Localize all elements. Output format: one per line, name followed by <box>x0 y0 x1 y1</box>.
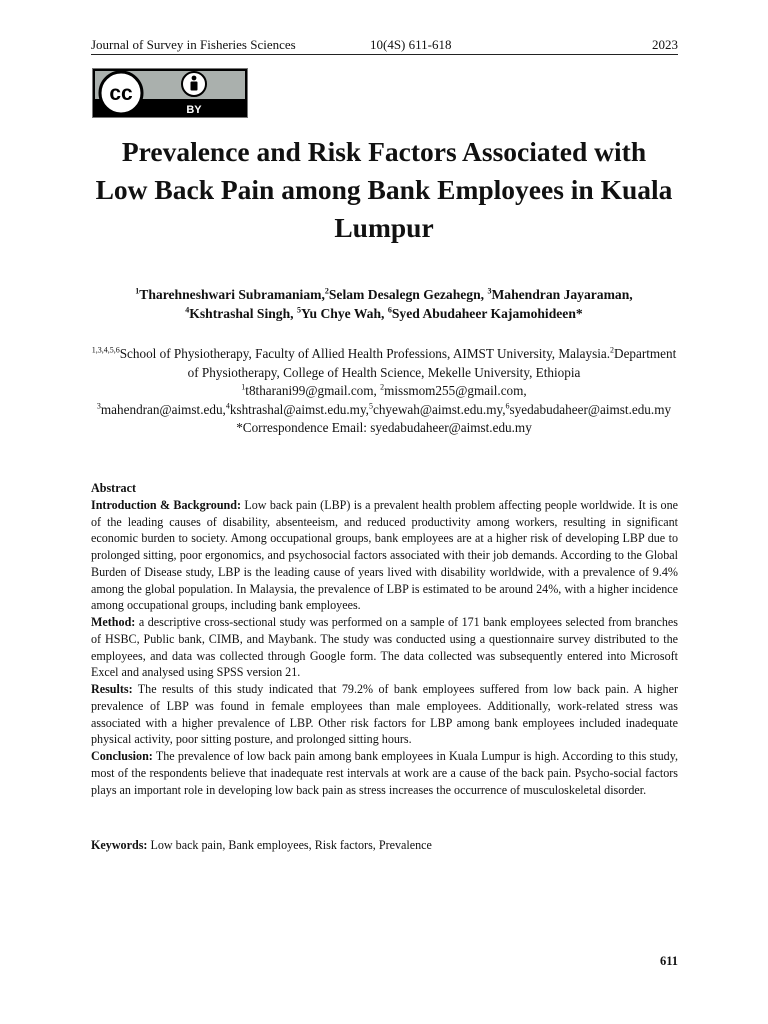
email-3[interactable]: mahendran@aimst.edu, <box>100 401 226 417</box>
abstract-results: Results: The results of this study indicated that 79.2% of bank employees suffered from low back pain. A higher prevalence of LBP was found in female employees than male employees. Additionally, work-related stress was associated with a higher prevalence of LBP. Other risk factors for LBP among bank employees included inadequate physical activity, poor sitting posture, and prolonged sitting hours. <box>91 682 678 747</box>
email-2[interactable]: missmom255@gmail.com, <box>384 383 527 398</box>
author-4: Kshtrashal Singh, <box>189 306 297 321</box>
keywords-text: Low back pain, Bank employees, Risk factors, Prevalence <box>147 838 432 852</box>
affiliation-1: School of Physiotherapy, Faculty of Allied Health Professions, AIMST University, Malaysia. <box>119 346 611 361</box>
author-5: Yu Chye Wah, <box>300 306 388 321</box>
author-line-2: $^4$Kshtrashal Singh, $^5$Yu Chye Wah, $^6$Syed Abudaheer Kajamohideen* <box>185 305 583 321</box>
by-label: BY <box>186 104 202 116</box>
affiliation-2: Department of Physiotherapy, College of Health Science, Mekelle University, Ethiopia <box>187 346 677 380</box>
title-line-1: Prevalence and Risk Factors Associated with <box>121 136 647 167</box>
abstract <box>91 480 678 798</box>
cc-by-icon <box>93 69 247 117</box>
journal-name: Journal of Survey in Fisheries Sciences <box>91 37 296 52</box>
affiliations: $^{1,3,4,5,6}$School of Physiotherapy, Faculty of Allied Health Professions, AIMST University, Malaysia.$^2$Department of Physiotherapy, College of Health Science, Mekelle University, Ethiopia $^1$t8tharani99@gmail.com, $^2$missmom255@gmail.com, $^3$mahendran@aimst.edu,$^4$kshtrashal@aimst.edu.my,$^5$chyewah@aimst.edu.my,$^6$syedabudaheer@aimst.edu.my *Correspondence Email: syedabudaheer@aimst.edu.my <box>91 345 677 435</box>
paper-title <box>80 133 688 247</box>
title-line-3: Lumpur <box>334 212 434 243</box>
author-list <box>90 285 678 323</box>
email-1[interactable]: t8tharani99@gmail.com, <box>245 383 381 398</box>
abstract-method: Method: a descriptive cross-sectional study was performed on a sample of 171 bank employees selected from branches of HSBC, Public bank, CIMB, and Maybank. The study was conducted using a questionnaire survey distributed to the employees, and data was collected through Google form. The data collected was subsequently entered into Microsoft Excel and analysed using SPSS version 21. <box>91 615 678 680</box>
page-number: 611 <box>659 954 678 968</box>
author-line-1: $^1$Tharehneshwari Subramaniam,$^2$Selam Desalegn Gezahegn, $^3$Mahendran Jayaraman, <box>135 286 633 302</box>
cc-by-license-badge[interactable] <box>92 68 248 118</box>
abstract-introduction: Introduction & Background: Low back pain (LBP) is a prevalent health problem affecting people worldwide. It is one of the leading causes of disability, absenteeism, and reduced productivity among workers, resulting in significant economic burden to society. Among occupational groups, bank employees are at a higher risk of developing LBP due to prolonged sitting, poor ergonomics, and psychosocial factors associated with their job demands. According to the Global Burden of Disease study, LBP is the leading cause of years lived with disability worldwide, with a prevalence of 9.4% among the global population. In Malaysia, the prevalence of LBP is estimated to be around 24%, with a higher incidence among occupational groups, including bank employees. <box>91 497 678 613</box>
keywords <box>91 837 678 854</box>
abstract-conclusion: Conclusion: The prevalence of low back pain among bank employees in Kuala Lumpur is high. According to this study, most of the respondents believe that inadequate rest intervals at work are a cause of the back pain. Psycho-social factors plays an important role in developing low back pain as stress increases the occurrence of musculoskeletal disorder. <box>91 749 678 797</box>
author-2: Selam Desalegn Gezahegn, <box>328 287 488 302</box>
correspondence-email: *Correspondence Email: syedabudaheer@aimst.edu.my <box>236 420 532 435</box>
publication-year: 2023 <box>652 37 678 52</box>
abstract-heading: Abstract <box>91 481 137 495</box>
cc-label: cc <box>109 82 133 105</box>
author-6: Syed Abudaheer Kajamohideen* <box>391 306 583 321</box>
author-3: Mahendran Jayaraman, <box>491 287 633 302</box>
volume-pages: 10(4S) 611-618 <box>370 37 452 52</box>
running-header <box>91 36 678 55</box>
email-4[interactable]: kshtrashal@aimst.edu.my, <box>229 401 369 417</box>
keywords-label: Keywords: <box>91 838 148 852</box>
title-line-2: Low Back Pain among Bank Employees in Kuala <box>95 174 673 205</box>
author-1: Tharehneshwari Subramaniam, <box>139 287 325 302</box>
email-6[interactable]: syedabudaheer@aimst.edu.my <box>509 401 672 417</box>
email-5[interactable]: chyewah@aimst.edu.my, <box>372 401 506 417</box>
